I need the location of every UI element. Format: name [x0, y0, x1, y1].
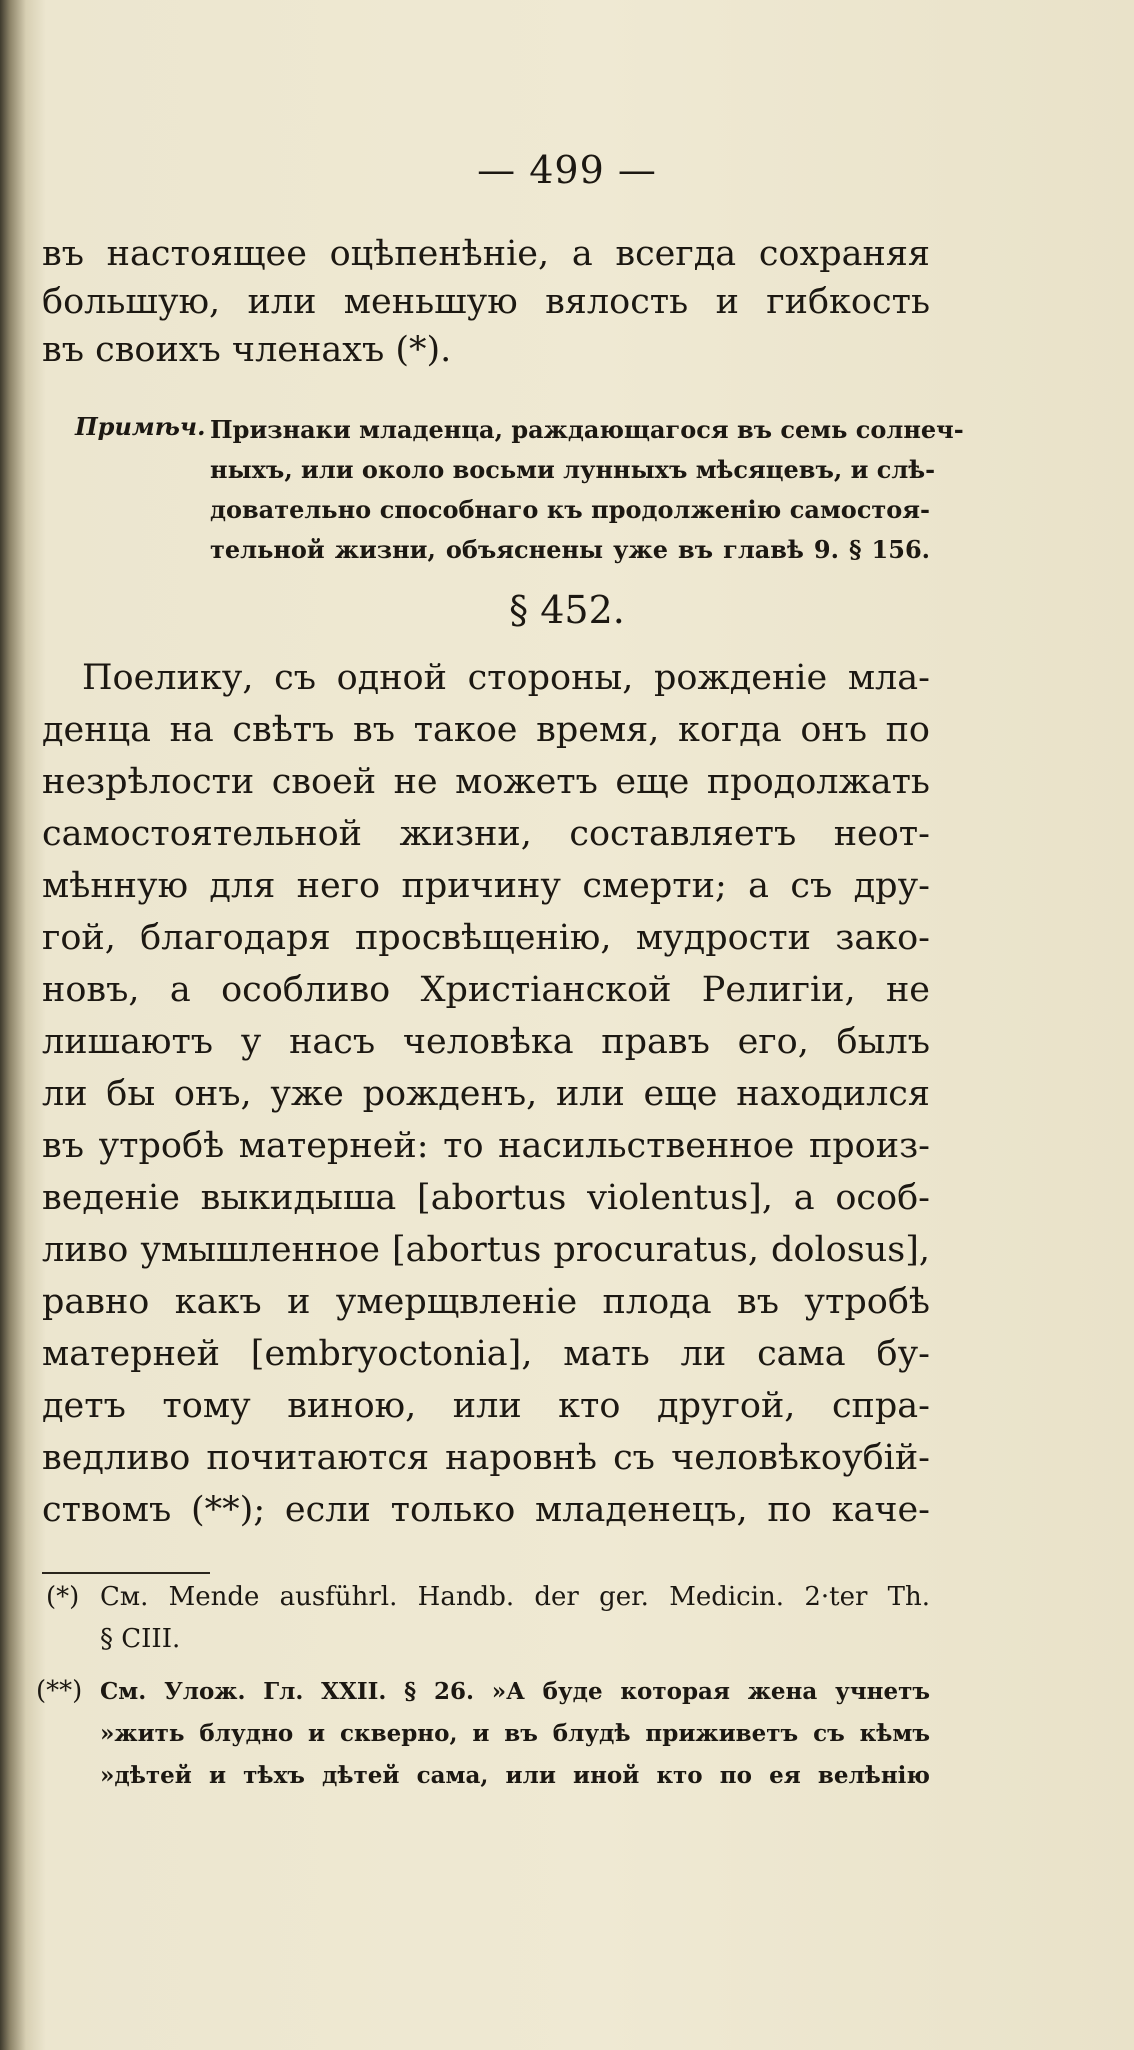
note-line: Признаки младенца, раждающагося въ семь солнеч- — [210, 415, 964, 444]
text-line: ливо умышленное [abortus procuratus, dolosus], — [42, 1230, 930, 1270]
note-label: Примѣч. — [75, 412, 206, 441]
footnote-text: См. Mende ausführl. Handb. der ger. Medicin. 2·ter Th. — [100, 1582, 930, 1612]
main-paragraph — [42, 652, 930, 1536]
text-line: мѣнную для него причину смерти; а съ дру- — [42, 866, 930, 906]
text-line: детъ тому виною, или кто другой, спра- — [42, 1386, 930, 1426]
text-line: большую, или меньшую вялость и гибкость — [42, 282, 930, 322]
note-block — [210, 410, 964, 570]
footnote-text: »дѣтей и тѣхъ дѣтей сама, или иной кто по ея велѣнію — [100, 1762, 930, 1789]
text-line: самостоятельной жизни, составляетъ неот- — [42, 814, 930, 854]
text-line: въ своихъ членахъ (*). — [42, 330, 452, 370]
footnote-text: См. Улож. Гл. XXII. § 26. »А буде которая жена учнетъ — [100, 1678, 930, 1705]
text-line: въ утробѣ матерней: то насильственное произ- — [42, 1126, 930, 1166]
footnote-marker: (**) — [36, 1676, 83, 1706]
section-heading: § 452. — [509, 588, 625, 632]
footnote-text: »жить блудно и скверно, и въ блудѣ приживетъ съ кѣмъ — [100, 1720, 930, 1747]
note-line: довательно способнаго къ продолженію самостоя- — [210, 495, 930, 524]
note-line: тельной жизни, объяснены уже въ главѣ 9. § 156. — [210, 535, 930, 564]
text-line: матерней [embryoctonia], мать ли сама бу- — [42, 1334, 930, 1374]
text-line: Поелику, съ одной стороны, рожденіе мла- — [82, 658, 930, 698]
page-number: — 499 — — [477, 148, 657, 192]
text-line: денца на свѣтъ въ такое время, когда онъ по — [42, 710, 930, 750]
text-line: гой, благодаря просвѣщенію, мудрости зако- — [42, 918, 930, 958]
text-line: незрѣлости своей не можетъ еще продолжать — [42, 762, 930, 802]
text-line: равно какъ и умерщвленіе плода въ утробѣ — [42, 1282, 930, 1322]
text-line: новъ, а особливо Христіанской Религіи, не — [42, 970, 930, 1010]
intro-paragraph — [42, 230, 930, 374]
text-line: ведливо почитаются наровнѣ съ человѣкоубій- — [42, 1438, 930, 1478]
text-line: ли бы онъ, уже рожденъ, или еще находился — [42, 1074, 930, 1114]
note-line: ныхъ, или около восьми лунныхъ мѣсяцевъ, и слѣ- — [210, 455, 936, 484]
footnote-marker: (*) — [46, 1582, 80, 1612]
footnote-rule — [42, 1572, 210, 1574]
text-line: въ настоящее оцѣпенѣніе, а всегда сохраняя — [42, 234, 930, 274]
text-line: ствомъ (**); если только младенецъ, по каче- — [42, 1490, 930, 1530]
text-line: веденіе выкидыша [abortus violentus], а особ- — [42, 1178, 930, 1218]
text-line: лишаютъ у насъ человѣка правъ его, былъ — [42, 1022, 930, 1062]
footnote-text: § CIII. — [100, 1624, 181, 1654]
